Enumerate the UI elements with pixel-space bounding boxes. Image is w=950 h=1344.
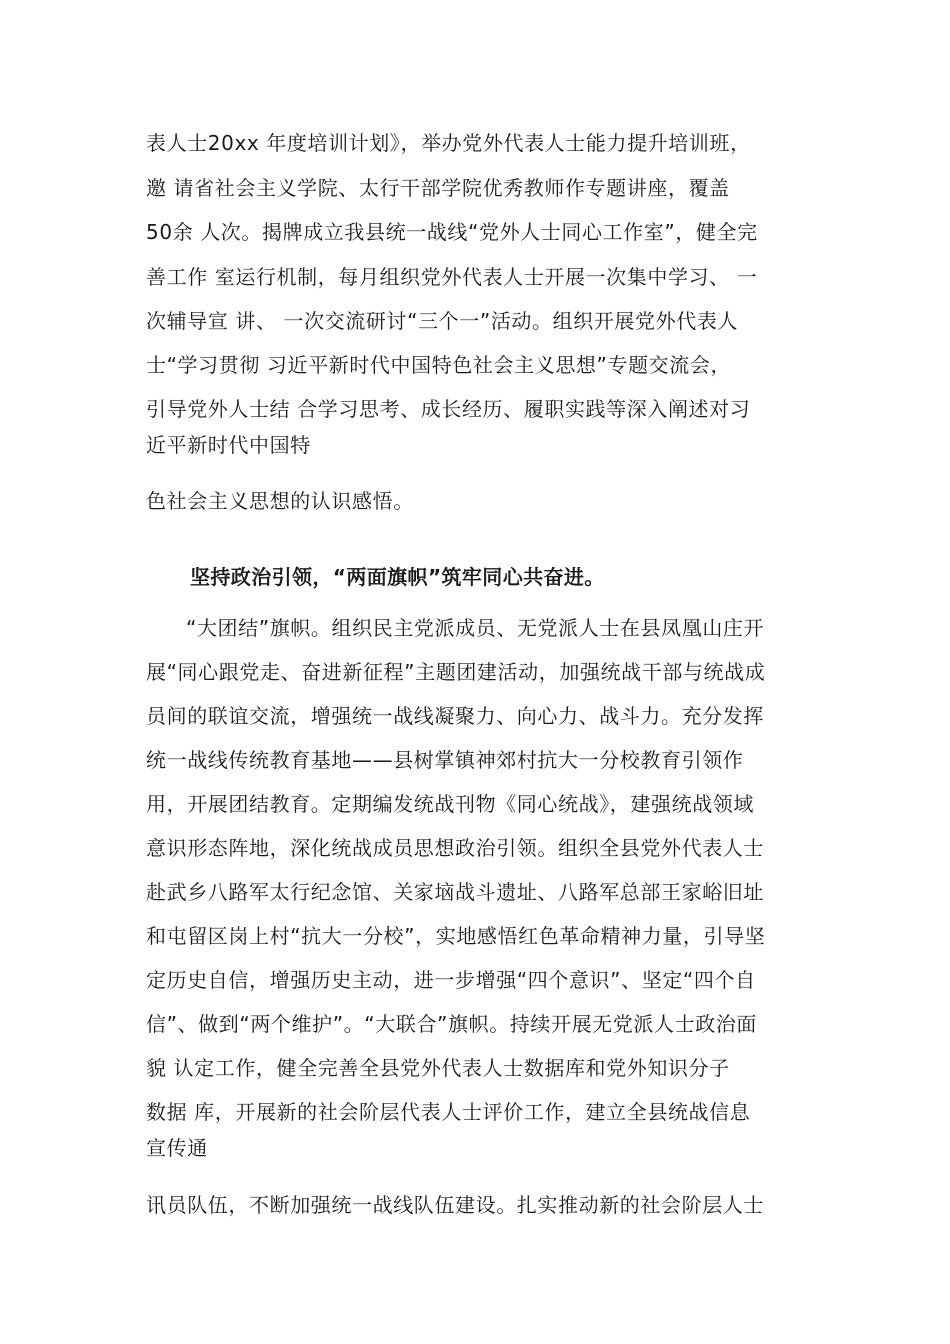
paragraph-line: “大团结”旗帜。组织民主党派成员、无党派人士在县凤凰山庄开 [186, 616, 765, 640]
paragraph-line: 定历史自信，增强历史主动，进一步增强“四个意识”、坚定“四个自 [146, 968, 756, 992]
paragraph-line: 意识形态阵地，深化统战成员思想政治引领。组织全县党外代表人士 [146, 836, 764, 860]
paragraph-line: 统一战线传统教育基地——县树掌镇神郊村抗大一分校教育引领作 [146, 748, 744, 772]
paragraph-line: 近平新时代中国特 [146, 433, 311, 457]
paragraph-line: 和屯留区岗上村“抗大一分校”，实地感悟红色革命精神力量，引导坚 [146, 924, 766, 948]
paragraph-line: 色社会主义思想的认识感悟。 [146, 489, 414, 513]
paragraph-line: 邀 请省社会主义学院、太行干部学院优秀教师作专题讲座，覆盖 [146, 176, 730, 200]
section-heading: 坚持政治引领，“两面旗帜”筑牢同心共奋进。 [190, 565, 605, 589]
paragraph-line: 宣传通 [146, 1136, 208, 1160]
paragraph-line: 员间的联谊交流，增强统一战线凝聚力、向心力、战斗力。充分发挥 [146, 704, 764, 728]
paragraph-line: 赴武乡八路军太行纪念馆、关家垴战斗遗址、八路军总部王家峪旧址 [146, 880, 764, 904]
paragraph-line: 表人士20xx 年度培训计划》，举办党外代表人士能力提升培训班， [146, 131, 751, 155]
paragraph-line: 善工作 室运行机制，每月组织党外代表人士开展一次集中学习、 一 [146, 265, 758, 289]
paragraph-line: 次辅导宣 讲、 一次交流研讨“三个一”活动。组织开展党外代表人 [146, 309, 739, 333]
paragraph-line: 信”、做到“两个维护”。“大联合”旗帜。持续开展无党派人士政治面 [146, 1012, 758, 1036]
paragraph-line: 50余 人次。揭牌成立我县统一战线“党外人士同心工作室”，健全完 [146, 220, 758, 244]
paragraph-line: 数据 库，开展新的社会阶层代表人士评价工作，建立全县统战信息 [146, 1100, 751, 1124]
paragraph-line: 展“同心跟党走、奋进新征程”主题团建活动，加强统战干部与统战成 [146, 660, 766, 684]
paragraph-line: 讯员队伍，不断加强统一战线队伍建设。扎实推动新的社会阶层人士 [146, 1193, 764, 1217]
paragraph-line: 貌 认定工作，健全完善全县党外代表人士数据库和党外知识分子 [146, 1056, 730, 1080]
paragraph-line: 用，开展团结教育。定期编发统战刊物《同心统战》，建强统战领域 [146, 792, 754, 816]
paragraph-line: 士“学习贯彻 习近平新时代中国特色社会主义思想”专题交流会， [146, 353, 732, 377]
paragraph-line: 引导党外人士结 合学习思考、成长经历、履职实践等深入阐述对习 [146, 397, 751, 421]
